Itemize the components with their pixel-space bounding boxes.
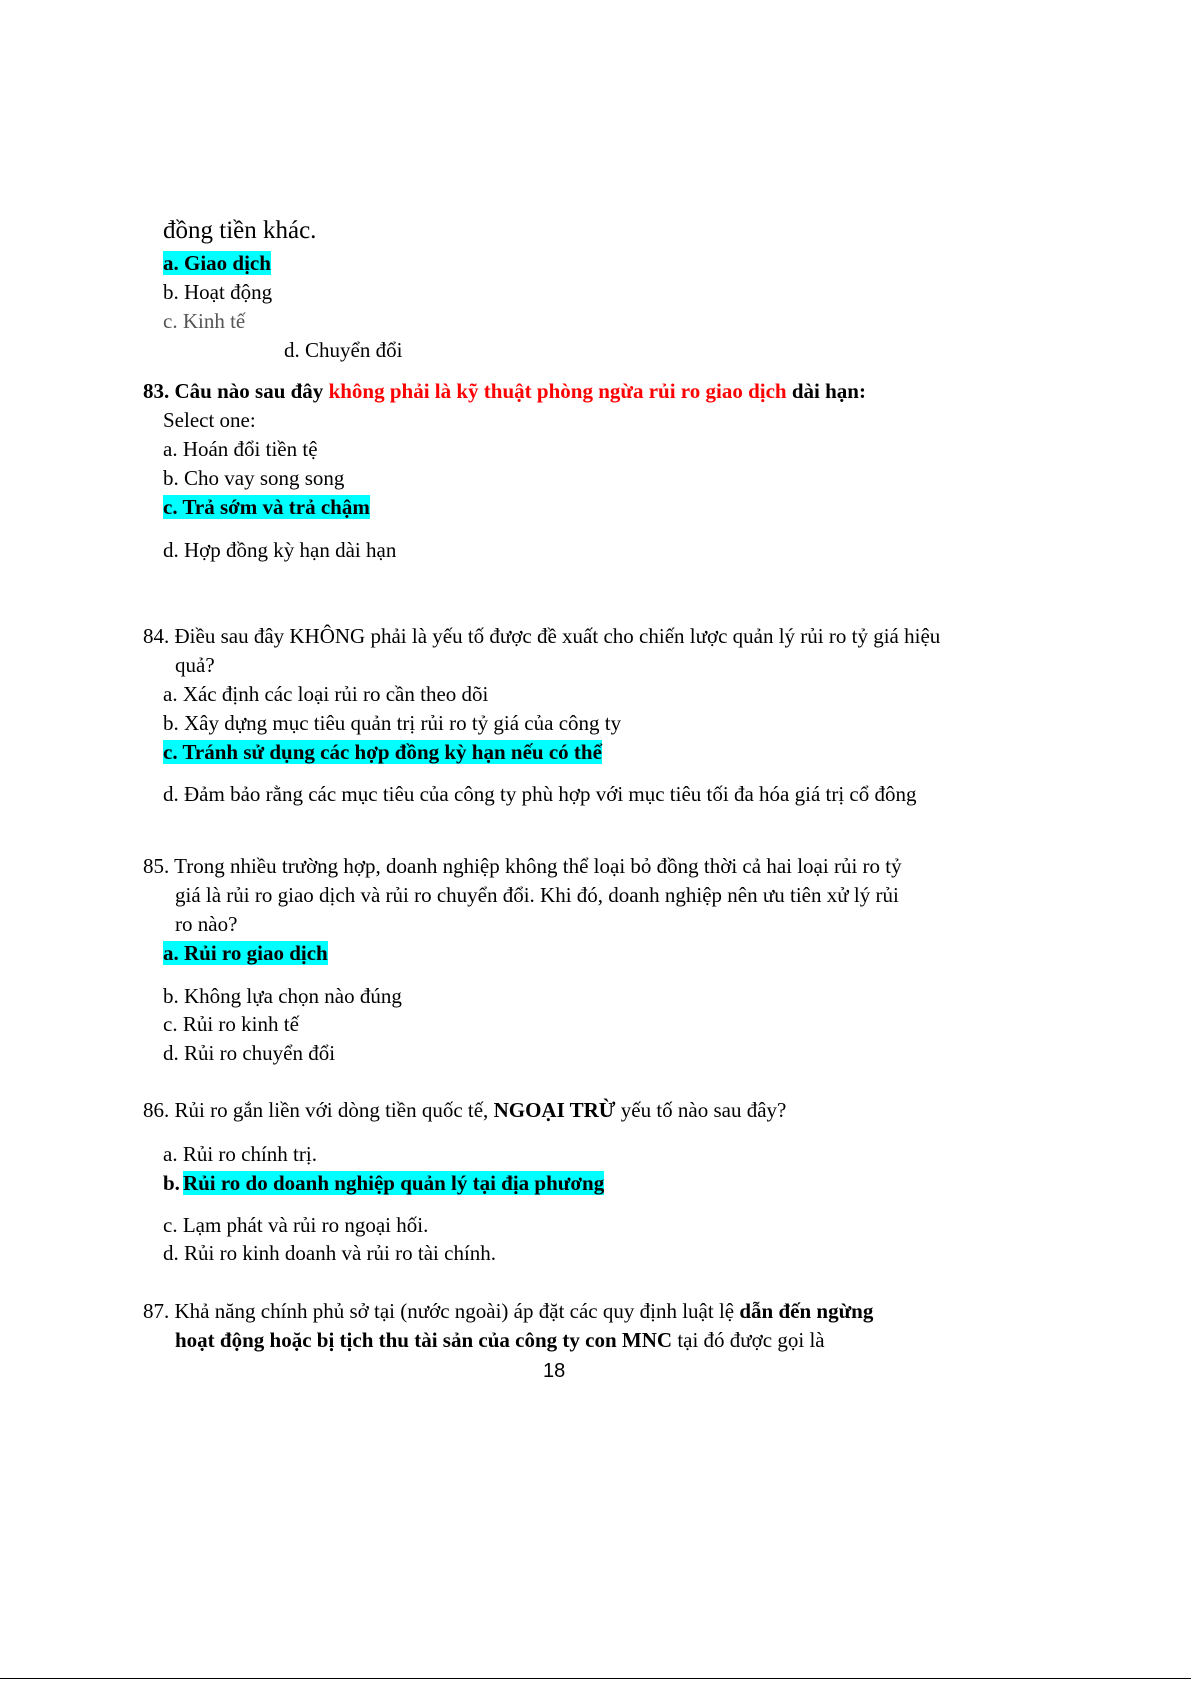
q83-option-b: b. Cho vay song song (163, 466, 345, 490)
q85-option-d: d. Rủi ro chuyển đổi (163, 1041, 336, 1065)
q85-option-a: a. Rủi ro giao dịch (163, 941, 328, 965)
q85-option-b: b. Không lựa chọn nào đúng (163, 984, 402, 1008)
q86-option-a: a. Rủi ro chính trị. (163, 1142, 317, 1166)
q83-option-d: d. Hợp đồng kỳ hạn dài hạn (163, 538, 397, 562)
q86-question: 86. Rủi ro gắn liền với dòng tiền quốc tế, NGOẠI TRỪ yếu tố nào sau đây? (143, 1098, 787, 1122)
q82-option-b: b. Hoạt động (163, 280, 273, 304)
q87-question-line2: hoạt động hoặc bị tịch thu tài sản của công ty con MNC tại đó được gọi là (175, 1328, 825, 1352)
q83-question: 83. Câu nào sau đây không phải là kỹ thuật phòng ngừa rủi ro giao dịch dài hạn: (143, 379, 866, 403)
q82-option-c: c. Kinh tế (163, 309, 246, 333)
page-number: 18 (543, 1360, 566, 1382)
q83-option-c: c. Trả sớm và trả chậm (163, 495, 370, 519)
q82-option-d: d. Chuyển đổi (284, 338, 403, 362)
q86-option-c: c. Lạm phát và rủi ro ngoại hối. (163, 1213, 429, 1237)
q84-option-b: b. Xây dựng mục tiêu quản trị rủi ro tỷ giá của công ty (163, 711, 622, 735)
q86-option-d: d. Rủi ro kinh doanh và rủi ro tài chính. (163, 1241, 497, 1265)
q85-option-c: c. Rủi ro kinh tế (163, 1012, 299, 1036)
q86-option-b: b. Rủi ro do doanh nghiệp quản lý tại địa phương (163, 1171, 605, 1195)
q83-option-a: a. Hoán đổi tiền tệ (163, 437, 318, 461)
q84-question-line2: quả? (175, 653, 215, 677)
q83-select-one: Select one: (163, 408, 256, 432)
q82-continuation: đồng tiền khác. (163, 217, 317, 244)
q85-question-line2: giá là rủi ro giao dịch và rủi ro chuyển đổi. Khi đó, doanh nghiệp nên ưu tiên xử lý rủi (175, 883, 899, 907)
q84-option-a: a. Xác định các loại rủi ro cần theo dõi (163, 682, 489, 706)
q85-question-line1: 85. Trong nhiều trường hợp, doanh nghiệp không thể loại bỏ đồng thời cả hai loại rủi ro tỷ (143, 854, 902, 878)
q85-question-line3: ro nào? (175, 912, 238, 936)
q84-option-d: d. Đảm bảo rằng các mục tiêu của công ty phù hợp với mục tiêu tối đa hóa giá trị cổ đông (163, 782, 917, 806)
q87-question-line1: 87. Khả năng chính phủ sở tại (nước ngoài) áp đặt các quy định luật lệ dẫn đến ngừng (143, 1299, 874, 1323)
q82-option-a: a. Giao dịch (163, 251, 271, 275)
q84-option-c: c. Tránh sử dụng các hợp đồng kỳ hạn nếu có thể (163, 740, 602, 764)
q84-question-line1: 84. Điều sau đây KHÔNG phải là yếu tố được đề xuất cho chiến lược quản lý rủi ro tỷ giá hiệu (143, 624, 941, 648)
bottom-rule (0, 1678, 1191, 1679)
